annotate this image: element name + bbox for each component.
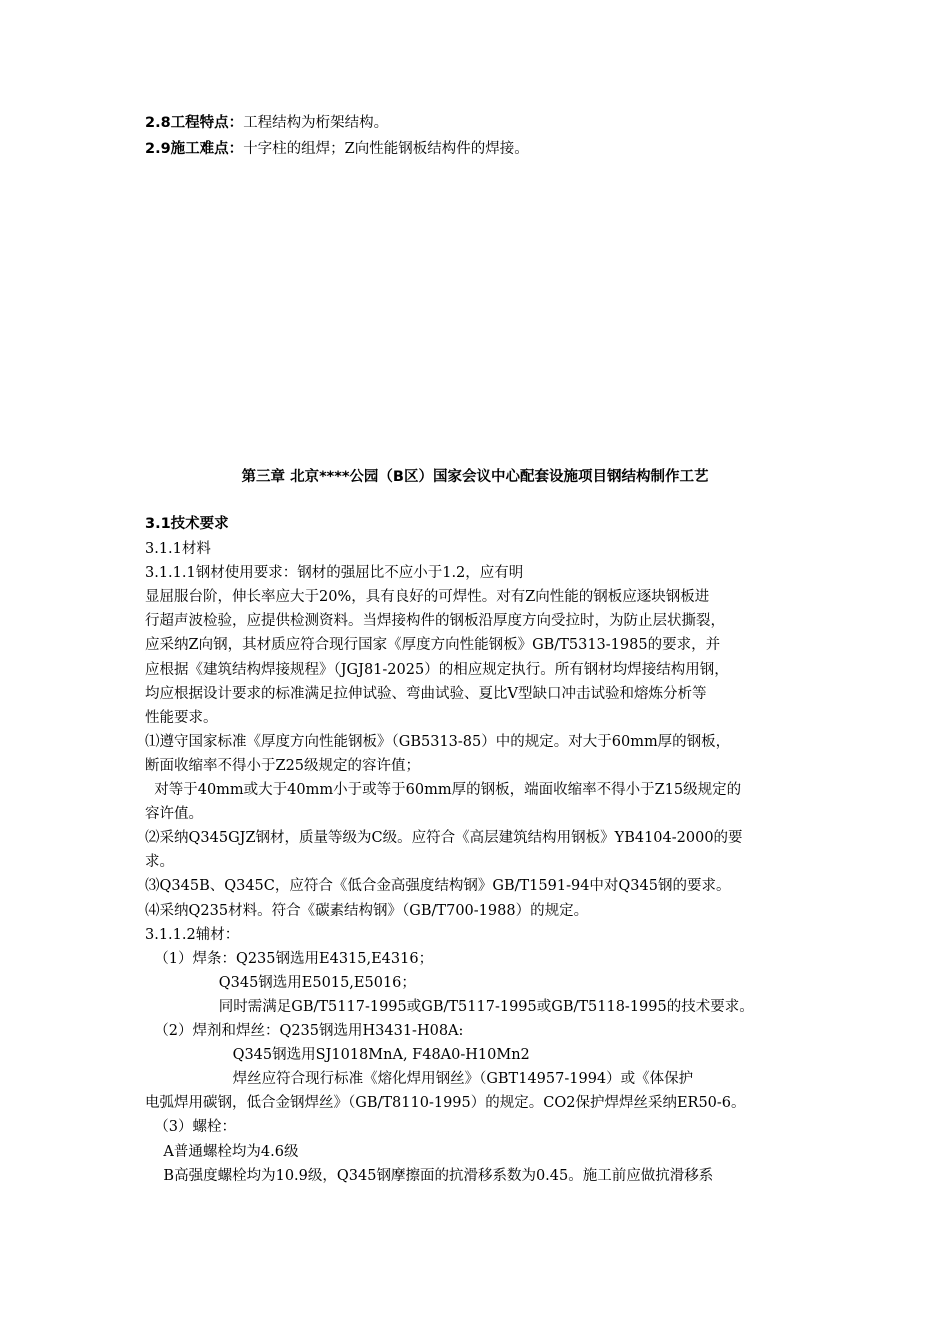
body-line: 断面收缩率不得小于Z25级规定的容许值； [145, 757, 421, 774]
body-line: （2）焊剂和焊丝：Q235钢选用H3431-H08A: [145, 1023, 464, 1039]
section-2-8-text: 工程结构为桁架结构。 [243, 115, 389, 131]
body-line: 电弧焊用碳钢，低合金钢焊丝》（GB/T8110-1995）的规定。CO2保护焊焊丝采纳ER50-6。 [145, 1095, 746, 1112]
body-line: ⑶Q345B、Q345C，应符合《低合金高强度结构钢》GB/T1591-94中对Q345钢的要求。 [145, 878, 731, 895]
section-2-9 [145, 138, 529, 160]
body-line: 显屈服台阶，伸长率应大于20%，具有良好的可焊性。对有Z向性能的钢板应逐块钢板进 [145, 589, 710, 606]
body-line: （1）焊条：Q235钢选用E4315,E4316； [145, 950, 434, 967]
body-line: B高强度螺栓均为10.9级，Q345钢摩擦面的抗滑移系数为0.45。施工前应做抗滑移系 [145, 1167, 714, 1184]
body-line: 应根据《建筑结构焊接规程》（JGJ81-2025）的相应规定执行。所有钢材均焊接结构用钢， [145, 661, 729, 678]
body-line: 3.1.1.2辅材： [145, 926, 240, 943]
body-line: Q345钢选用SJ1018MnA, F48A0-H10Mn2 [145, 1047, 530, 1064]
body-line: Q345钢选用E5015,E5016； [145, 974, 416, 991]
body-line: 求。 [145, 854, 174, 871]
body-line: 3.1.1材料 [145, 541, 211, 557]
chapter-title: 第三章 北京****公园（B区）国家会议中心配套设施项目钢结构制作工艺 [241, 469, 709, 485]
section-2-9-label: 2.9施工难点： [145, 141, 244, 157]
body-line: 焊丝应符合现行标准《熔化焊用钢丝》（GBT14957-1994）或《体保护 [145, 1071, 694, 1088]
section-2-8-label: 2.8工程特点： [145, 115, 244, 131]
body-line: （3）螺栓： [145, 1119, 236, 1136]
section-2-9-text: 十字柱的组焊；Z向性能钢板结构件的焊接。 [243, 141, 529, 157]
body-line: 同时需满足GB/T5117-1995或GB/T5117-1995或GB/T5118-1995的技术要求。 [145, 998, 754, 1015]
body-line: 应采纳Z向钢，其材质应符合现行国家《厚度方向性能钢板》GB/T5313-1985的要求，并 [145, 637, 721, 654]
body-line: 容许值。 [145, 806, 203, 823]
body-line: 性能要求。 [145, 709, 218, 726]
section-3-1-heading: 3.1技术要求 [145, 516, 229, 532]
body-line: ⑷采纳Q235材料。符合《碳素结构钢》（GB/T700-1988）的规定。 [145, 902, 589, 919]
body-line: 3.1.1.1钢材使用要求：钢材的强屈比不应小于1.2，应有明 [145, 565, 524, 582]
body-line: 行超声波检验，应提供检测资料。当焊接构件的钢板沿厚度方向受拉时，为防止层状撕裂， [145, 613, 725, 630]
body-line: A普通螺栓均为4.6级 [145, 1143, 299, 1160]
body-line: 对等于40mm或大于40mm小于或等于60mm厚的钢板，端面收缩率不得小于Z15级规定的 [145, 782, 742, 798]
body-line: ⑵采纳Q345GJZ钢材，质量等级为C级。应符合《高层建筑结构用钢板》YB4104-2000的要 [145, 830, 743, 847]
section-2-8 [145, 112, 388, 134]
body-line: 均应根据设计要求的标准满足拉伸试验、弯曲试验、夏比V型缺口冲击试验和熔炼分析等 [145, 685, 707, 702]
body-line: ⑴遵守国家标准《厚度方向性能钢板》（GB5313-85）中的规定。对大于60mm厚的钢板， [145, 733, 731, 750]
